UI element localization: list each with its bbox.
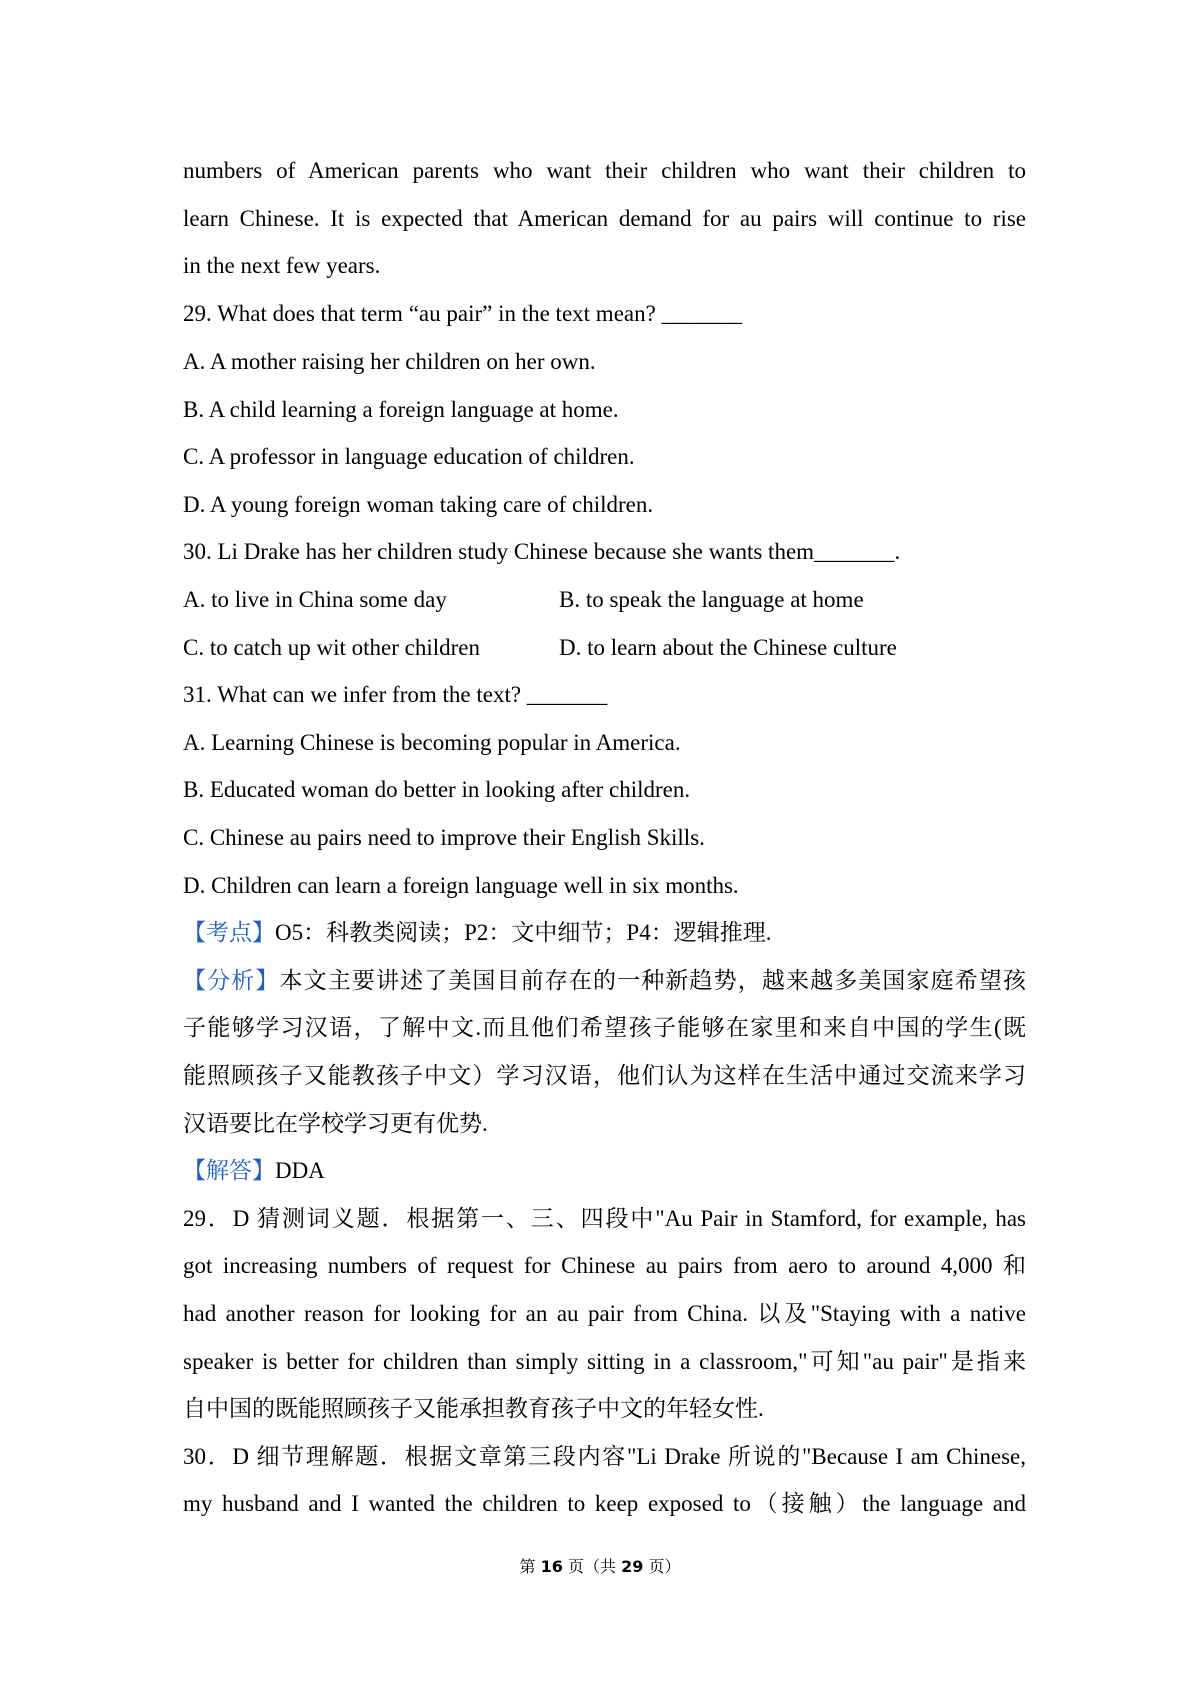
question-30-row-1 [183, 585, 1026, 615]
question-31-option-a: A. Learning Chinese is becoming popular in America. [183, 730, 681, 755]
passage-line: learn Chinese. It is expected that American demand for au pairs will continue to rise [183, 206, 1026, 231]
footer-total-pages: 29 [621, 1557, 644, 1576]
question-31-option-b: B. Educated woman do better in looking after children. [183, 777, 691, 802]
footer-middle: 页（共 [562, 1557, 622, 1576]
page-footer [0, 1556, 1200, 1578]
fenxi-line: 汉语要比在学校学习更有优势. [183, 1111, 488, 1136]
question-31-option-c: C. Chinese au pairs need to improve their English Skills. [183, 825, 705, 850]
passage-line: numbers of American parents who want their children who want their children to [183, 158, 1026, 183]
explain-30-line: my husband and I wanted the children to keep exposed to（接触）the language and [183, 1491, 1026, 1516]
kaodian-text: O5：科教类阅读；P2：文中细节；P4：逻辑推理. [275, 920, 772, 945]
question-31-option-d: D. Children can learn a foreign language well in six months. [183, 873, 739, 898]
explain-29-line: 29．D 猜测词义题．根据第一、三、四段中"Au Pair in Stamford, for example, has [183, 1206, 1026, 1231]
explain-29-line: 自中国的既能照顾孩子又能承担教育孩子中文的年轻女性. [183, 1396, 764, 1421]
kaodian-line [183, 918, 1026, 948]
footer-prefix: 第 [519, 1557, 541, 1576]
question-29-option-d: D. A young foreign woman taking care of children. [183, 492, 654, 517]
jieda-line [183, 1156, 1026, 1186]
question-30-option-d: D. to learn about the Chinese culture [559, 635, 897, 660]
fenxi-label: 【分析】 [183, 968, 280, 993]
question-30-option-c: C. to catch up wit other children [183, 635, 481, 660]
kaodian-label: 【考点】 [183, 920, 275, 945]
question-31-stem: 31. What can we infer from the text? _______ [183, 682, 608, 707]
question-29-option-b: B. A child learning a foreign language at home. [183, 397, 619, 422]
question-30-stem: 30. Li Drake has her children study Chinese because she wants them_______. [183, 539, 901, 564]
question-29-option-c: C. A professor in language education of children. [183, 444, 635, 469]
footer-suffix: 页） [643, 1557, 681, 1576]
question-30-row-2 [183, 633, 1026, 663]
explain-30-line: 30．D 细节理解题．根据文章第三段内容"Li Drake 所说的"Because I am Chinese, [183, 1444, 1026, 1469]
fenxi-line: 能照顾孩子又能教孩子中文）学习汉语，他们认为这样在生活中通过交流来学习 [183, 1063, 1026, 1088]
passage-line: in the next few years. [183, 253, 381, 278]
explain-29-line: got increasing numbers of request for Chinese au pairs from aero to around 4,000 和 [183, 1253, 1026, 1278]
explain-29-line: had another reason for looking for an au pair from China. 以及"Staying with a native [183, 1301, 1026, 1326]
jieda-label: 【解答】 [183, 1158, 275, 1183]
fenxi-line: 子能够学习汉语，了解中文.而且他们希望孩子能够在家里和来自中国的学生(既 [183, 1015, 1026, 1040]
question-29-stem: 29. What does that term “au pair” in the text mean? _______ [183, 301, 743, 326]
explain-29-line: speaker is better for children than simply sitting in a classroom,"可知"au pair"是指来 [183, 1349, 1026, 1374]
question-30-option-a: A. to live in China some day [183, 587, 447, 612]
question-29-option-a: A. A mother raising her children on her own. [183, 349, 596, 374]
footer-page-number: 16 [540, 1557, 563, 1576]
question-30-option-b: B. to speak the language at home [559, 587, 864, 612]
fenxi-line [183, 966, 1026, 996]
jieda-answer: DDA [275, 1158, 325, 1183]
fenxi-text: 本文主要讲述了美国目前存在的一种新趋势，越来越多美国家庭希望孩 [279, 968, 1027, 993]
